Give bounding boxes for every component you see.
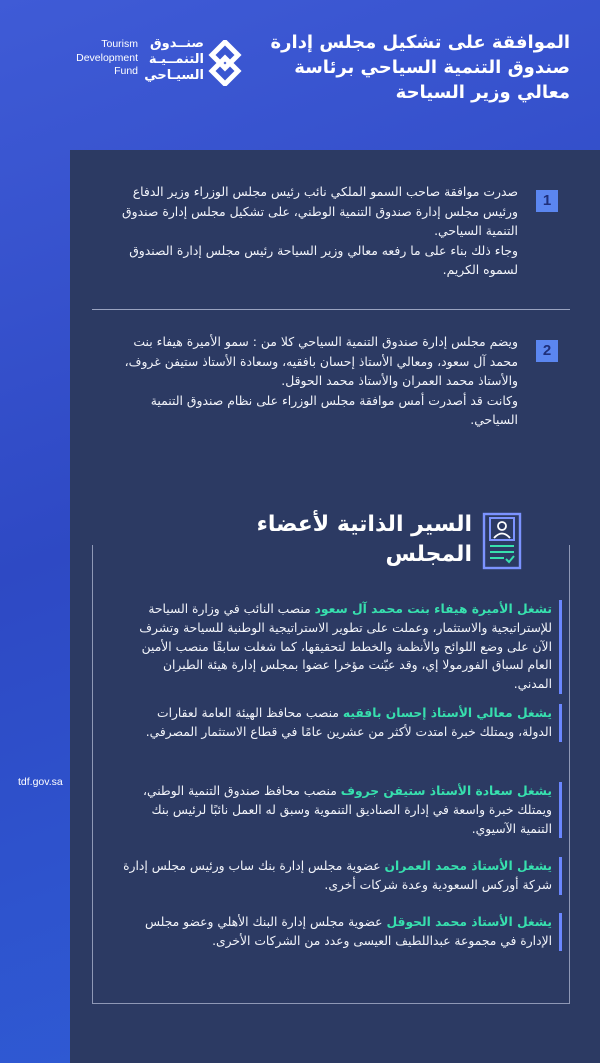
logo-ar-line-2: التنمــيـة bbox=[148, 52, 204, 67]
member-name: يشغل سعادة الأستاذ ستيفن جروف bbox=[340, 784, 552, 798]
tdf-logo bbox=[64, 36, 244, 88]
section-divider bbox=[92, 309, 570, 310]
logo-english-text bbox=[64, 38, 138, 79]
logo-ar-line-3: السيـاحي bbox=[144, 68, 204, 83]
member-description: منصب محافظ الهيئة العامة لعقارات الدولة، ويمتلك خبرة امتدت لأكثر من عشرين عامًا في قطاع الاستثمار المصرفي. bbox=[145, 706, 552, 739]
item-1-paragraph: صدرت موافقة صاحب السمو الملكي نائب رئيس مجلس الوزراء وزير الدفاع ورئيس مجلس إدارة صندوق التنمية الوطني، على تشكيل مجلس إدارة صندوق التنمية السياحي. bbox=[122, 184, 518, 238]
item-1-paragraph-2: وجاء ذلك بناء على ما رفعه معالي وزير السياحة رئيس مجلس إدارة الصندوق لسموه الكريم. bbox=[129, 242, 518, 277]
profile-document-icon bbox=[482, 512, 522, 570]
logo-mark-icon bbox=[208, 40, 242, 86]
member-bio bbox=[122, 913, 562, 951]
member-bio bbox=[122, 704, 562, 742]
logo-ar-line-1: صنــدوق bbox=[150, 36, 204, 51]
item-2-paragraph: ويضم مجلس إدارة صندوق التنمية السياحي كلا من : سمو الأميرة هيفاء بنت محمد آل سعود، ومعالي الأستاذ إحسان بافقيه، وسعادة الأستاذ ستيفن غروف، والأستاذ محمد العمران والأستاذ محمد الحوقل. bbox=[124, 334, 518, 388]
bios-heading: السير الذاتية لأعضاء المجلس bbox=[256, 512, 472, 567]
item-number-badge: 1 bbox=[536, 190, 558, 212]
member-description: منصب النائب في وزارة السياحة للإستراتيجية والاستثمار، وعملت على تطوير الاستراتيجية الوطنية للسياحة وتشرف الآن على وضع اللوائح والأنظمة والخطط لتحقيقها، كما شغلت سابقًا منصب الأمين العام لسباق الفورمولا إي، وقد عيّنت مؤخرا عضوا بمجلس إدارة هيئة الطيران المدني. bbox=[139, 602, 552, 692]
website-link[interactable]: tdf.gov.sa bbox=[18, 776, 63, 788]
member-bio bbox=[122, 857, 562, 895]
member-description: منصب محافظ صندوق التنمية الوطني، ويمتلك خبرة واسعة في إدارة الصناديق التنموية وسبق له العمل نائبًا لرئيس بنك التنمية الآسيوي. bbox=[142, 784, 552, 836]
member-description: عضوية مجلس إدارة بنك ساب ورئيس مجلس إدارة شركة أوركس السعودية وعدة شركات أخرى. bbox=[123, 859, 552, 892]
page-title: الموافقة على تشكيل مجلس إدارة صندوق التنمية السياحي برئاسة معالي وزير السياحة bbox=[270, 32, 570, 103]
member-bio bbox=[122, 782, 562, 838]
member-name: يشغل الأستاذ محمد الحوقل bbox=[386, 915, 552, 929]
item-2-text bbox=[106, 332, 518, 430]
item-number-badge: 2 bbox=[536, 340, 558, 362]
item-2-paragraph-2: وكانت قد أصدرت أمس موافقة مجلس الوزراء على نظام صندوق التنمية السياحي. bbox=[150, 392, 518, 427]
header bbox=[0, 0, 600, 150]
member-name: يشغل معالي الأستاذ إحسان بافقيه bbox=[342, 706, 552, 720]
member-bio bbox=[122, 600, 562, 694]
member-name: يشغل الأستاذ محمد العمران bbox=[384, 859, 552, 873]
logo-en-line-2: Development bbox=[76, 51, 138, 64]
logo-arabic-text bbox=[142, 36, 204, 84]
logo-en-line-1: Tourism bbox=[101, 38, 138, 50]
logo-en-line-3: Fund bbox=[114, 65, 138, 77]
item-1-text bbox=[106, 182, 518, 280]
member-description: عضوية مجلس إدارة البنك الأهلي وعضو مجلس الإدارة في مجموعة عبداللطيف العيسى وعدد من الشركات الأخرى. bbox=[144, 915, 552, 948]
member-name: تشغل الأميرة هيفاء بنت محمد آل سعود bbox=[314, 602, 552, 616]
